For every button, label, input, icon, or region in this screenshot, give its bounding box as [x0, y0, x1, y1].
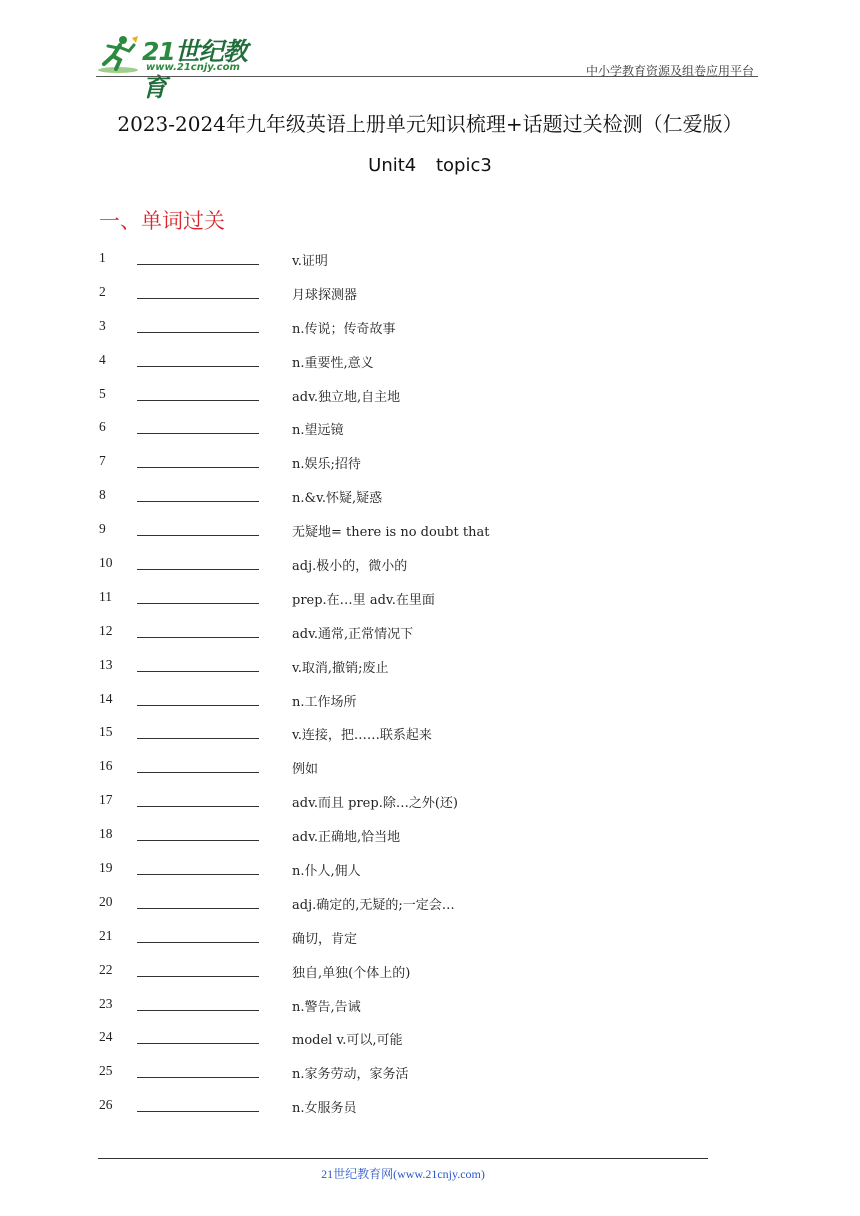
vocab-number: 13	[99, 656, 113, 672]
vocab-row	[99, 246, 699, 280]
vocab-definition: n.家务劳动，家务活	[292, 1067, 409, 1083]
answer-blank[interactable]	[137, 521, 259, 536]
answer-blank[interactable]	[137, 724, 259, 739]
answer-blank[interactable]	[137, 928, 259, 943]
vocab-definition: 确切，肯定	[292, 931, 358, 947]
answer-blank[interactable]	[137, 589, 259, 604]
answer-blank[interactable]	[137, 826, 259, 841]
vocab-number: 25	[99, 1063, 113, 1079]
vocab-number: 7	[99, 453, 106, 469]
vocab-definition: adv.正确地,恰当地	[292, 830, 401, 846]
vocab-definition: n.娱乐;招待	[292, 457, 361, 473]
vocab-number: 18	[99, 826, 113, 842]
answer-blank[interactable]	[137, 962, 259, 977]
vocab-number: 11	[99, 588, 112, 604]
vocab-row	[99, 890, 699, 924]
vocab-row	[99, 754, 699, 788]
vocab-definition: 例如	[292, 762, 319, 778]
answer-blank[interactable]	[137, 318, 259, 333]
answer-blank[interactable]	[137, 996, 259, 1011]
page-header	[96, 30, 758, 102]
vocab-definition: v.证明	[292, 254, 328, 269]
vocab-row	[99, 483, 699, 517]
vocab-definition: adv.而且 prep.除…之外(还)	[292, 796, 458, 812]
vocab-row	[99, 585, 699, 619]
vocab-row	[99, 1093, 699, 1127]
answer-blank[interactable]	[137, 386, 259, 401]
vocab-row	[99, 1025, 699, 1059]
document-title: 2023-2024年九年级英语上册单元知识梳理+话题过关检测（仁爱版）	[117, 112, 743, 136]
answer-blank[interactable]	[137, 250, 259, 265]
vocab-row	[99, 788, 699, 822]
answer-blank[interactable]	[137, 657, 259, 672]
vocab-definition: adv.通常,正常情况下	[292, 626, 414, 642]
vocab-definition: n.女服务员	[292, 1101, 357, 1117]
vocab-definition: 月球探测器	[292, 287, 358, 303]
vocab-number: 14	[99, 690, 113, 706]
vocab-number: 24	[99, 1029, 113, 1045]
vocab-row	[99, 924, 699, 958]
vocab-row	[99, 619, 699, 653]
vocab-number: 19	[99, 860, 113, 876]
vocab-number: 5	[99, 385, 106, 401]
vocab-definition: n.工作场所	[292, 694, 357, 710]
vocab-definition: model v.可以,可能	[292, 1033, 403, 1049]
vocab-number: 9	[99, 521, 106, 537]
vocab-definition: prep.在…里 adv.在里面	[292, 592, 435, 608]
answer-blank[interactable]	[137, 419, 259, 434]
vocab-definition: v.连接，把……联系起来	[292, 728, 432, 744]
vocab-row	[99, 415, 699, 449]
answer-blank[interactable]	[137, 792, 259, 807]
vocab-row	[99, 856, 699, 890]
vocab-row	[99, 822, 699, 856]
vocab-definition: n.传说；传奇故事	[292, 321, 396, 337]
vocab-number: 15	[99, 724, 113, 740]
footer-divider	[98, 1158, 708, 1159]
vocab-definition: 独自,单独(个体上的)	[292, 965, 411, 981]
vocab-number: 4	[99, 351, 106, 367]
vocab-list	[99, 246, 699, 1127]
vocab-number: 16	[99, 758, 113, 774]
logo-url: www.21cnjy.com	[146, 62, 240, 73]
answer-blank[interactable]	[137, 1097, 259, 1112]
vocab-definition: n.仆人,佣人	[292, 864, 361, 880]
vocab-number: 6	[99, 419, 106, 435]
vocab-number: 17	[99, 792, 113, 808]
vocab-definition: n.重要性,意义	[292, 355, 374, 371]
vocab-row	[99, 958, 699, 992]
vocab-number: 3	[99, 317, 106, 333]
answer-blank[interactable]	[137, 555, 259, 570]
answer-blank[interactable]	[137, 894, 259, 909]
vocab-number: 1	[99, 250, 106, 265]
vocab-number: 12	[99, 622, 113, 638]
vocab-definition: n.望远镜	[292, 423, 344, 439]
answer-blank[interactable]	[137, 352, 259, 367]
vocab-row	[99, 280, 699, 314]
vocab-definition: adj.确定的,无疑的;一定会…	[292, 897, 455, 913]
vocab-number: 10	[99, 555, 113, 571]
vocab-row	[99, 449, 699, 483]
vocab-definition: adj.极小的，微小的	[292, 559, 408, 575]
header-divider	[96, 76, 758, 77]
vocab-definition: adv.独立地,自主地	[292, 389, 401, 405]
vocab-row	[99, 314, 699, 348]
vocab-row	[99, 382, 699, 416]
vocab-definition: 无疑地= there is no doubt that	[292, 525, 490, 541]
answer-blank[interactable]	[137, 860, 259, 875]
footer-text: 21世纪教育网(www.21cnjy.com)	[321, 1167, 485, 1181]
answer-blank[interactable]	[137, 487, 259, 502]
answer-blank[interactable]	[137, 453, 259, 468]
section-heading: 一、单词过关	[99, 209, 225, 233]
vocab-row	[99, 1059, 699, 1093]
runner-logo-icon	[96, 34, 140, 74]
vocab-row	[99, 517, 699, 551]
vocab-number: 2	[99, 283, 106, 299]
vocab-definition: n.&v.怀疑,疑惑	[292, 491, 383, 507]
vocab-row	[99, 653, 699, 687]
vocab-row	[99, 348, 699, 382]
logo-wordmark: 21世纪教育	[142, 37, 247, 102]
answer-blank[interactable]	[137, 758, 259, 773]
vocab-row	[99, 720, 699, 754]
vocab-definition: n.警告,告诫	[292, 999, 361, 1015]
vocab-number: 8	[99, 487, 106, 503]
header-slogan: 中小学教育资源及组卷应用平台	[585, 64, 754, 78]
vocab-row	[99, 687, 699, 721]
document-subtitle: Unit4 topic3	[368, 155, 492, 176]
vocab-definition: v.取消,撤销;废止	[292, 660, 389, 676]
answer-blank[interactable]	[137, 691, 259, 706]
answer-blank[interactable]	[137, 623, 259, 638]
vocab-number: 26	[99, 1097, 113, 1113]
vocab-row	[99, 992, 699, 1026]
answer-blank[interactable]	[137, 1029, 259, 1044]
vocab-number: 20	[99, 893, 113, 909]
vocab-number: 21	[99, 927, 113, 943]
answer-blank[interactable]	[137, 284, 259, 299]
site-logo	[96, 30, 266, 102]
vocab-number: 22	[99, 961, 113, 977]
answer-blank[interactable]	[137, 1063, 259, 1078]
vocab-number: 23	[99, 995, 113, 1011]
vocab-row	[99, 551, 699, 585]
